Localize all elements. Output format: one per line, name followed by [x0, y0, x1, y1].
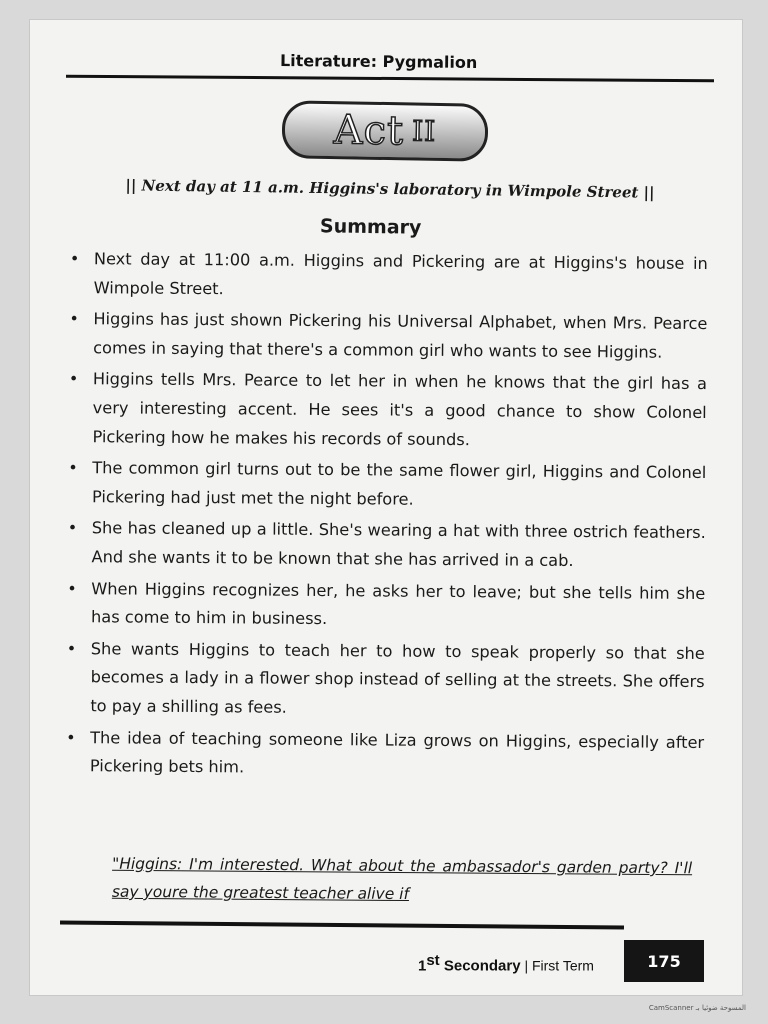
list-item [67, 305, 707, 367]
list-item-text: Next day at 11:00 a.m. Higgins and Pickering are at Higgins's house in Wimpole Street. [93, 249, 708, 298]
list-item [66, 365, 707, 456]
header-rule [66, 75, 714, 83]
list-item-text: Higgins tells Mrs. Pearce to let her in when he knows that the girl has a very interesting accent. He sees it's a good chance to show Colonel Pickering how he makes his records of sounds. [92, 369, 708, 449]
act-badge [282, 100, 489, 162]
summary-title: Summary [319, 215, 422, 239]
list-item-text: She wants Higgins to teach her to how to speak properly so that she becomes a lady in a flower shop instead of selling at the streets. She offers to pay a shilling as fees. [90, 638, 705, 717]
running-head: Literature: Pygmalion [279, 50, 478, 73]
bullet-icon: • [66, 727, 76, 747]
list-item-text: She has cleaned up a little. She's wearing a hat with three ostrich feathers. And she wants it to be known that she has arrived in a cab. [91, 518, 706, 570]
list-item-text: Higgins has just shown Pickering his Universal Alphabet, when Mrs. Pearce comes in saying that there's a common girl who wants to see Higgins. [93, 309, 708, 362]
list-item-text: When Higgins recognizes her, he asks her to leave; but she tells him she has come to him in business. [91, 578, 706, 629]
grade-word: Secondary [439, 957, 521, 975]
bullet-icon: • [66, 638, 77, 658]
act-number: II [411, 114, 437, 148]
bullet-icon: • [68, 369, 79, 389]
list-item [64, 635, 705, 726]
list-item [64, 723, 704, 785]
bullet-icon: • [69, 309, 79, 329]
scanner-watermark: CamScanner المسوحة ضوئيا بـ [648, 1004, 746, 1012]
page [30, 20, 742, 995]
list-item-text: The common girl turns out to be the same flower girl, Higgins and Colonel Pickering had just met the night before. [91, 458, 707, 509]
list-item [65, 575, 705, 637]
page-number: 175 [624, 940, 704, 982]
bullet-icon: • [67, 518, 78, 538]
act-word: Act [333, 107, 405, 155]
list-item [65, 514, 705, 576]
list-item [66, 454, 706, 516]
list-item [68, 245, 708, 307]
footer-rule [60, 921, 624, 930]
bullet-icon: • [68, 458, 78, 478]
footer-grade [418, 952, 594, 975]
summary-list [64, 245, 708, 789]
scene-heading: || Next day at 11 a.m. Higgins's laboratory in Wimpole Street || [125, 176, 655, 202]
bullet-icon: • [67, 578, 77, 598]
bullet-icon: • [69, 249, 80, 269]
footer-separator: | [520, 957, 532, 974]
quote-excerpt: "Higgins: I'm interested. What about the ambassador's garden party? I'll say youre the greatest teacher alive if [111, 854, 693, 904]
term-label: First Term [531, 957, 594, 974]
grade-suffix: st [426, 952, 440, 969]
list-item-text: The idea of teaching someone like Liza grows on Higgins, especially after Pickering bets him. [89, 727, 705, 777]
grade-number: 1 [418, 957, 427, 975]
